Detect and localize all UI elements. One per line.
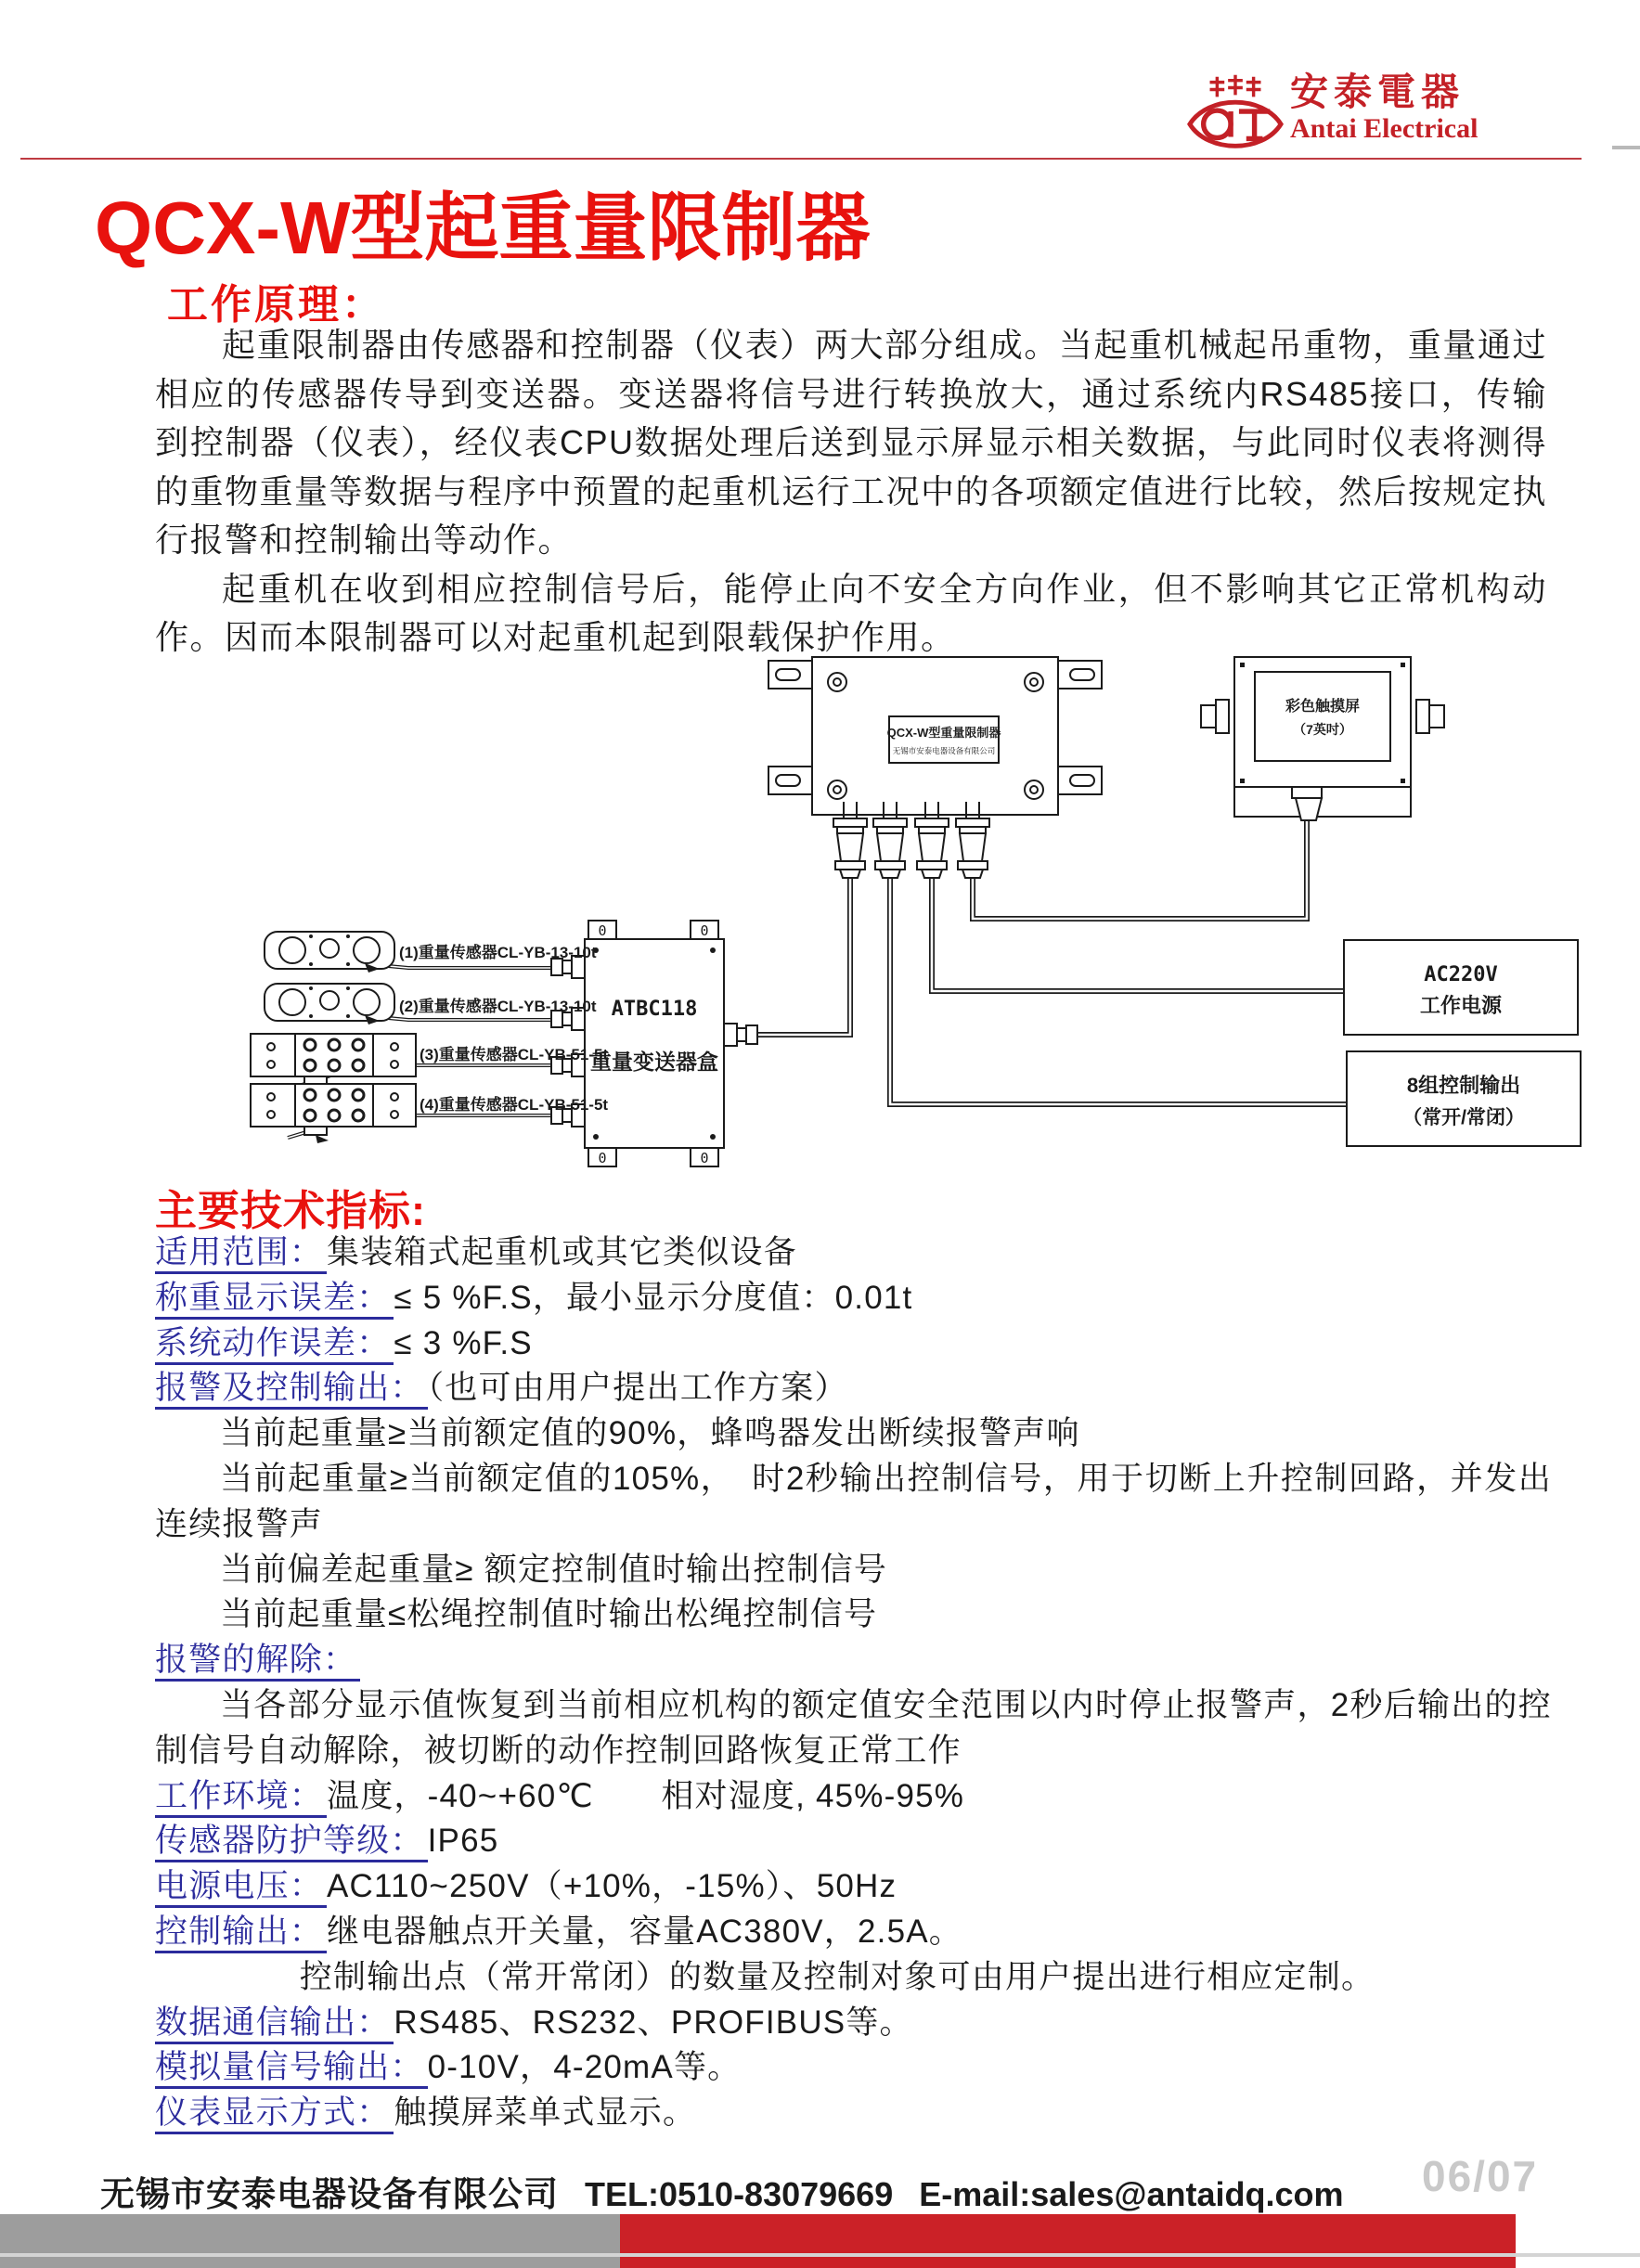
touchscreen-label-1: 彩色触摸屏 bbox=[1285, 699, 1361, 715]
spec-value: RS485、RS232、PROFIBUS等。 bbox=[394, 2004, 913, 2041]
spec-value: 当前起重量≥当前额定值的90%，蜂鸣器发出断续报警声响 bbox=[220, 1415, 1080, 1452]
spec-value: AC110~250V（+10%，-15%）、50Hz bbox=[327, 1868, 897, 1905]
spec-label: 数据通信输出： bbox=[155, 2004, 394, 2044]
sensor-label-4: (4)重量传感器CL-YB-51-5t bbox=[420, 1096, 609, 1114]
spec-line bbox=[155, 2001, 1552, 2046]
spec-value: 0-10V，4-20mA等。 bbox=[427, 2049, 742, 2086]
spec-line bbox=[155, 1411, 1552, 1457]
spec-label: 适用范围： bbox=[155, 1234, 327, 1274]
spec-label: 称重显示误差： bbox=[155, 1280, 394, 1320]
spec-value: IP65 bbox=[427, 1823, 499, 1860]
section-heading-principle: 工作原理： bbox=[167, 282, 385, 328]
spec-label: 工作环境： bbox=[155, 1778, 327, 1818]
spec-line bbox=[155, 1457, 1552, 1548]
controller-label: QCX-W型重量限制器 bbox=[886, 726, 1001, 740]
spec-label: 电源电压： bbox=[155, 1868, 327, 1908]
output-label-1: 8组控制输出 bbox=[1406, 1074, 1521, 1097]
spec-label: 报警及控制输出： bbox=[155, 1370, 428, 1410]
tab-hole-mark: 0 bbox=[700, 922, 709, 939]
spec-line bbox=[155, 2091, 1552, 2136]
spec-line bbox=[155, 1774, 1552, 1820]
load-cell-sensor-2 bbox=[265, 984, 394, 1024]
touchscreen-box bbox=[1201, 657, 1444, 820]
page-title: QCX-W型起重量限制器 bbox=[95, 187, 871, 269]
power-supply-box bbox=[1344, 940, 1578, 1035]
sensor-label-2: (2)重量传感器CL-YB-13-10t bbox=[399, 998, 597, 1015]
controller-sublabel: 无锡市安泰电器设备有限公司 bbox=[892, 746, 996, 755]
spec-value: 控制输出点（常开常闭）的数量及控制对象可由用户提出进行相应定制。 bbox=[299, 1958, 1375, 1995]
spec-line bbox=[155, 1231, 1552, 1276]
load-cell-sensor-1 bbox=[265, 932, 394, 973]
touchscreen-label-2: （7英吋） bbox=[1293, 722, 1352, 737]
spec-line bbox=[155, 1276, 1552, 1321]
spec-value: ≤ 3 %F.S bbox=[394, 1324, 533, 1361]
footer-bar-gray bbox=[0, 2214, 620, 2268]
spec-value: 集装箱式起重机或其它类似设备 bbox=[327, 1234, 797, 1270]
tab-hole-mark: 0 bbox=[598, 1150, 607, 1166]
power-label-2: 工作电源 bbox=[1419, 994, 1503, 1017]
brand-name-zh: 安泰電器 bbox=[1290, 71, 1465, 113]
spec-line bbox=[155, 1683, 1552, 1774]
sensor-label-1: (1)重量传感器CL-YB-13-10t bbox=[399, 944, 597, 961]
spec-line bbox=[155, 1366, 1552, 1411]
spec-line bbox=[155, 1321, 1552, 1367]
spec-value: 当前偏差起重量≥ 额定控制值时输出控制信号 bbox=[220, 1551, 888, 1588]
footer-bar-highlight bbox=[0, 2253, 1640, 2257]
spec-line bbox=[155, 1910, 1552, 1955]
spec-line bbox=[155, 1548, 1552, 1593]
spec-line bbox=[155, 1819, 1552, 1864]
system-wiring-diagram bbox=[213, 640, 1606, 1197]
tab-hole-mark: 0 bbox=[700, 1150, 709, 1166]
spec-value: 温度，-40~+60℃ 相对湿度, 45%-95% bbox=[327, 1777, 965, 1814]
principle-paragraph-1: 起重限制器由传感器和控制器（仪表）两大部分组成。当起重机械起吊重物，重量通过相应的传感器传导到变送器。变送器将信号进行转换放大，通过系统内RS485接口，传输到控制器（仪表），经仪表CPU数据处理后送到显示屏显示相关数据，与此同时仪表将测得的重物重量等数据与程序中预置的起重机运行工况中的各项额定值进行比较，然后按规定执行报警和控制输出等动作。 bbox=[155, 326, 1548, 559]
spec-value: 当各部分显示值恢复到当前相应机构的额定值安全范围以内时停止报警声，2秒后输出的控制信号自动解除，被切断的动作控制回路恢复正常工作 bbox=[155, 1686, 1552, 1769]
plate-sensor-4 bbox=[251, 1084, 416, 1143]
diagram-wires bbox=[288, 820, 1347, 1138]
sensor-label-3: (3)重量传感器CL-YB-51-5t bbox=[420, 1046, 609, 1063]
section-heading-specs: 主要技术指标: bbox=[155, 1187, 426, 1234]
power-label-1: AC220V bbox=[1424, 963, 1498, 986]
spec-label: 系统动作误差： bbox=[155, 1325, 394, 1365]
spec-value: 继电器触点开关量，容量AC380V，2.5A。 bbox=[327, 1913, 962, 1950]
controller-box bbox=[768, 657, 1102, 878]
transmitter-name-label: 重量变送器盒 bbox=[590, 1050, 718, 1074]
brand-text bbox=[1290, 71, 1478, 145]
spec-value: ≤ 5 %F.S，最小显示分度值：0.01t bbox=[394, 1279, 913, 1316]
tab-hole-mark: 0 bbox=[598, 922, 607, 939]
specs-list bbox=[155, 1231, 1552, 2136]
spec-label: 仪表显示方式： bbox=[155, 2094, 394, 2134]
spec-label: 报警的解除： bbox=[155, 1642, 360, 1682]
header-corner-dash bbox=[1612, 146, 1640, 149]
footer-telephone: TEL:0510-83079669 bbox=[585, 2175, 894, 2213]
spec-value: 触摸屏菜单式显示。 bbox=[394, 2094, 697, 2132]
header-divider-line bbox=[20, 158, 1582, 160]
spec-line bbox=[155, 1955, 1552, 2001]
output-label-2: （常开/常闭） bbox=[1402, 1107, 1525, 1128]
spec-line bbox=[155, 2045, 1552, 2091]
footer bbox=[100, 2166, 1343, 2216]
spec-value: 当前起重量≤松绳控制值时输出松绳控制信号 bbox=[220, 1596, 878, 1633]
footer-email: E-mail:sales@antaidq.com bbox=[919, 2175, 1344, 2213]
spec-value: 当前起重量≥当前额定值的105%， 时2秒输出控制信号，用于切断上升控制回路，并发出连续报警声 bbox=[155, 1460, 1552, 1542]
spec-line bbox=[155, 1638, 1552, 1683]
spec-label: 模拟量信号输出： bbox=[155, 2049, 428, 2089]
spec-label: 传感器防护等级： bbox=[155, 1823, 428, 1862]
spec-line bbox=[155, 1864, 1552, 1910]
transmitter-model-label: ATBC118 bbox=[611, 998, 698, 1021]
principle-paragraph-2: 起重机在收到相应控制信号后，能停止向不安全方向作业，但不影响其它正常机构动作。因而本限制器可以对起重机起到限载保护作用。 bbox=[155, 569, 1547, 656]
footer-company-name: 无锡市安泰电器设备有限公司 bbox=[100, 2175, 559, 2213]
brand-name-en: Antai Electrical bbox=[1290, 113, 1479, 144]
footer-bar-red bbox=[620, 2214, 1516, 2268]
principle-paragraphs bbox=[155, 321, 1547, 663]
page-number: 06/07 bbox=[1422, 2152, 1539, 2200]
spec-label: 控制输出： bbox=[155, 1914, 327, 1953]
control-output-box bbox=[1347, 1051, 1581, 1146]
antai-logo-emblem bbox=[1186, 71, 1285, 156]
spec-value: （也可由用户提出工作方案） bbox=[427, 1370, 848, 1407]
spec-line bbox=[155, 1592, 1552, 1638]
brand-logo bbox=[1186, 71, 1478, 156]
